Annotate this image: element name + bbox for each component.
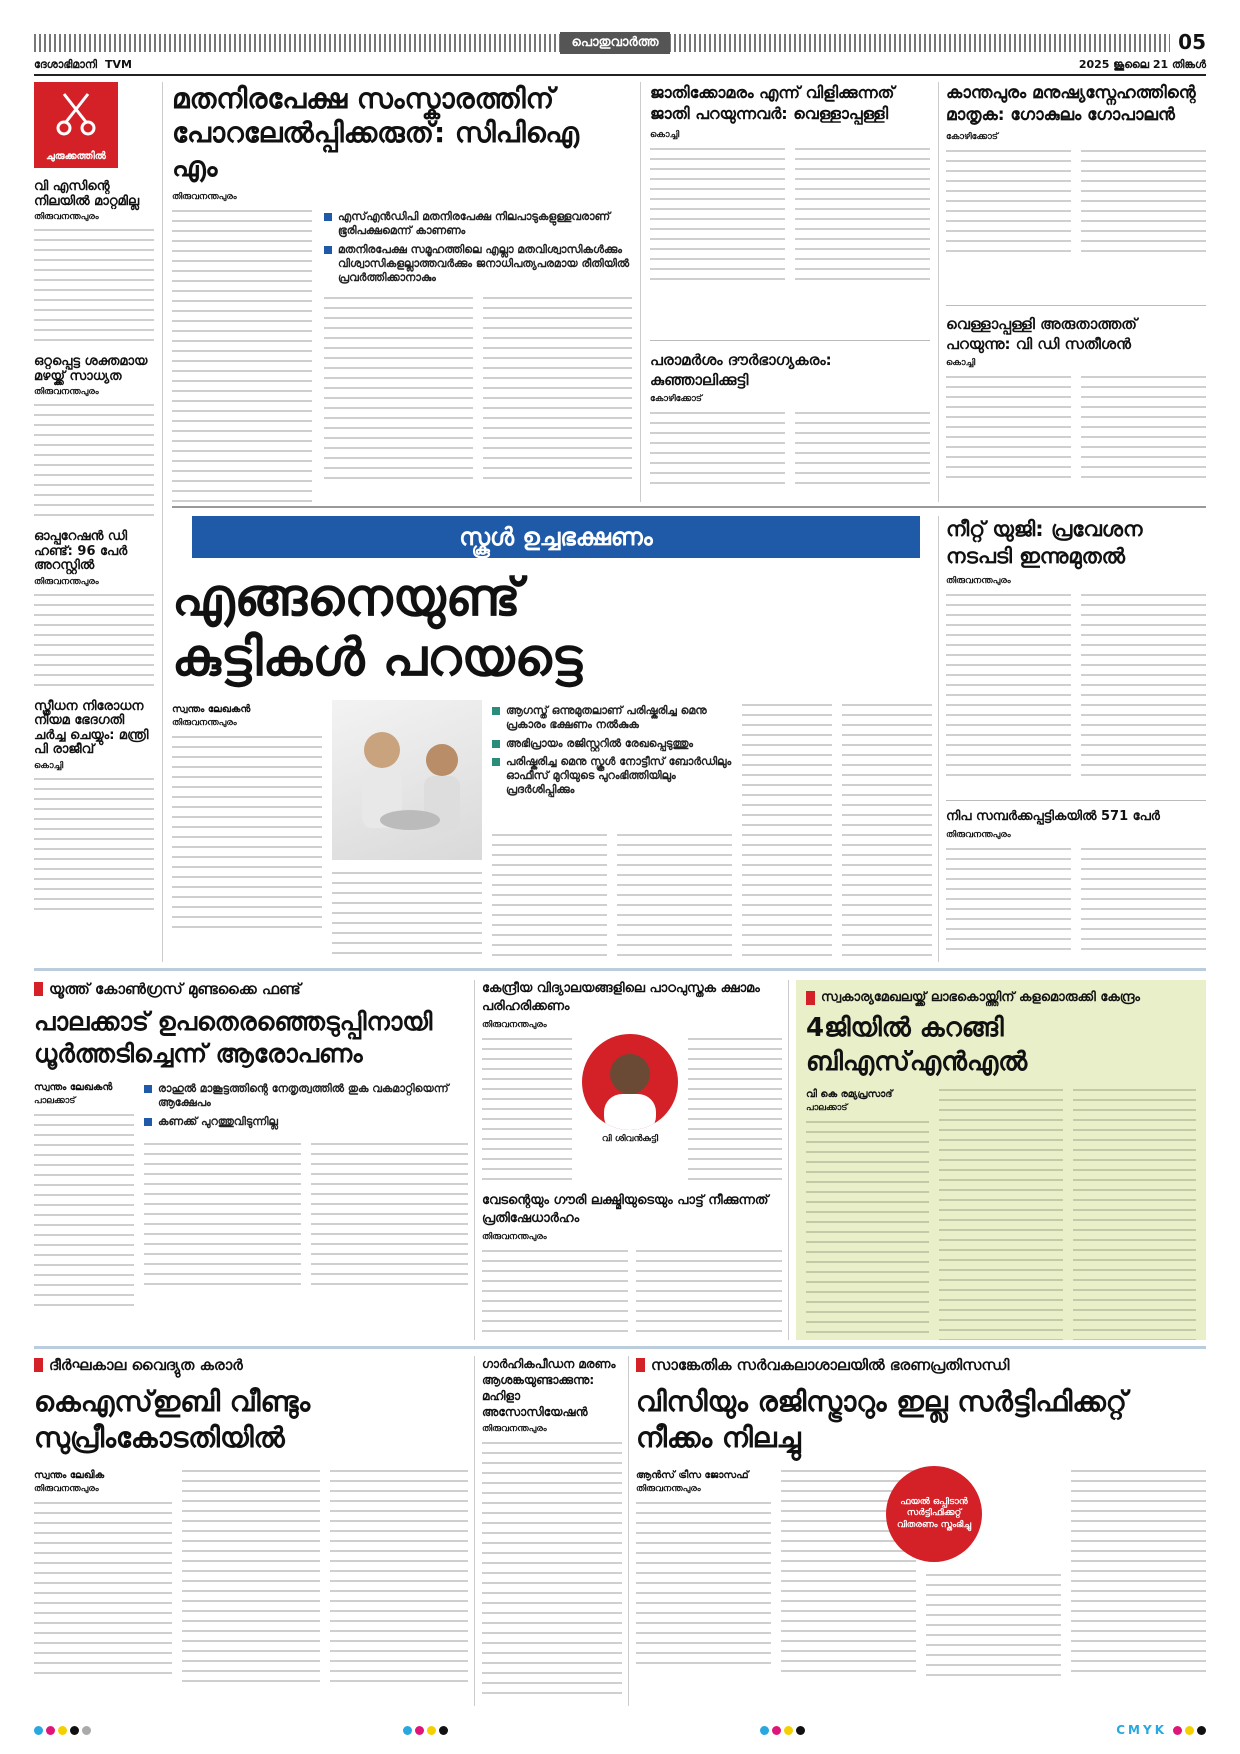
lunch-headline-line1: എങ്ങനെയുണ്ട് — [172, 568, 521, 628]
cpim-body-col2 — [324, 293, 473, 483]
kv-minister-photo — [582, 1034, 678, 1130]
kanthapuram-dateline: കോഴിക്കോട് — [946, 132, 998, 142]
kunhalikutty-body-col1 — [650, 408, 785, 488]
cpim-dateline: തിരുവനന്തപുരം — [172, 192, 237, 202]
palakkad-headline: പാലക്കാട് ഉപതെരഞ്ഞെടുപ്പിനായി ധൂർത്തടിച്ചെന്ന് ആരോപണം — [34, 1007, 433, 1068]
kanthapuram-headline: കാന്തപുരം മനുഷ്യസ്നേഹത്തിന്റെ മാതൃക: ഗോകുലം ഗോപാലൻ — [946, 83, 1196, 125]
kseb-dateline: തിരുവനന്തപുരം — [34, 1484, 99, 1494]
story-kanthapuram — [946, 82, 1206, 302]
bsnl-byline: വി കെ രമ്യപ്രസാദ് — [806, 1089, 893, 1100]
lunch-body-area — [172, 700, 936, 962]
brief-rain-dateline: തിരുവനന്തപുരം — [34, 387, 99, 398]
brief-vs-health-headline: വി എസിന്റെ നിലയിൽ മാറ്റമില്ല — [34, 179, 140, 209]
cpim-body-col3 — [483, 293, 632, 483]
kv-body-col1 — [482, 1034, 572, 1184]
lunch-body-col5 — [742, 700, 832, 960]
satheesan-body-col1 — [946, 372, 1071, 482]
section-label: പൊതുവാർത്ത — [560, 32, 670, 54]
kv-sub-headline: വേടന്റെയും ഗൗരി ലക്ഷ്മിയുടെയും പാട്ട് നീക്കുന്നത് പ്രതിഷേധാർഹം — [482, 1193, 769, 1226]
vellappally-headline: ജാതിക്കോമരം എന്ന് വിളിക്കുന്നത് ജാതി പറയുന്നവർ: വെള്ളാപ്പള്ളി — [650, 83, 895, 123]
lunch-headline-line2: കുട്ടികൾ പറയട്ടെ — [172, 628, 583, 688]
vellappally-body-col1 — [650, 144, 785, 282]
lunch-body-col3 — [492, 830, 607, 960]
kseb-byline: സ്വന്തം ലേഖിക — [34, 1470, 105, 1481]
story-neet — [946, 516, 1206, 796]
palakkad-bullet-1: രാഹുൽ മാങ്കൂട്ടത്തിന്റെ നേതൃത്വത്തിൽ തുക വകമാറ്റിയെന്ന് ആക്ഷേപം — [144, 1082, 468, 1111]
story-domestic-violence — [482, 1356, 622, 1706]
minister-portrait-icon — [582, 1034, 678, 1130]
kunhalikutty-body-col2 — [795, 408, 930, 488]
kseb-kicker: ദീർഘകാല വൈദ്യുത കരാർ — [34, 1356, 468, 1374]
brief-dowry-headline: സ്ത്രീധന നിരോധന നിയമ ഭേദഗതി ചർച്ച ചെയ്യും: മന്ത്രി പി രാജീവ് — [34, 698, 149, 758]
vc-headline: വിസിയും രജിസ്ട്രാറും ഇല്ല സർട്ടിഫിക്കറ്റ് നീക്കം നിലച്ചു — [636, 1385, 1127, 1454]
story-vc-registrar — [636, 1356, 1206, 1706]
page-number: 05 — [1170, 30, 1206, 54]
bsnl-dateline: പാലക്കാട് — [806, 1103, 848, 1113]
vc-body-col3 — [926, 1570, 1061, 1676]
kv-sub-dateline: തിരുവനന്തപുരം — [482, 1232, 547, 1242]
brief-dhunt-headline: ഓപ്പറേഷൻ ഡി ഹണ്ട്: 96 പേർ അറസ്റ്റിൽ — [34, 529, 128, 574]
cpim-divider — [640, 82, 641, 502]
kanthapuram-rule — [946, 305, 1206, 306]
vc-dateline: തിരുവനന്തപുരം — [636, 1484, 701, 1494]
dv-dateline: തിരുവനന്തപുരം — [482, 1424, 547, 1434]
lunch-dateline: തിരുവനന്തപുരം — [172, 718, 237, 728]
bsnl-headline: 4ജിയിൽ കറങ്ങി ബിഎസ്എൻഎൽ — [806, 1013, 1028, 1077]
nipah-headline: നിപ സമ്പർക്കപ്പട്ടികയിൽ 571 പേർ — [946, 809, 1160, 824]
kseb-body-col1 — [34, 1498, 172, 1678]
palakkad-byline: സ്വന്തം ലേഖകൻ — [34, 1082, 113, 1093]
satheesan-body-col2 — [1081, 372, 1206, 482]
cpim-headline: മതനിരപേക്ഷ സംസ്കാരത്തിന് പോറലേൽപ്പിക്കരുത്: സിപിഐ എം — [172, 82, 580, 183]
lunch-body-col6 — [842, 700, 932, 960]
story-nipah — [946, 808, 1206, 962]
vc-body-col4 — [1071, 1466, 1206, 1676]
cpim-bullet-1: എസ്എൻഡിപി മതനിരപേക്ഷ നിലപാടുകളുള്ളവരാണ് ഭൂരിപക്ഷമെന്ന് കാണണം — [324, 210, 632, 239]
left-column-divider — [162, 82, 163, 962]
vellappally-dateline: കൊച്ചി — [650, 130, 680, 140]
kunhalikutty-headline: പരാമർശം ദൗർഭാഗ്യകരം: കുഞ്ഞാലിക്കുട്ടി — [650, 351, 832, 389]
scissors-icon — [56, 92, 96, 136]
palakkad-body-col1 — [34, 1110, 134, 1310]
color-dots-center-right — [760, 1726, 805, 1735]
dv-divider — [628, 1356, 629, 1706]
lunch-bullet-2: അഭിപ്രായം രജിസ്റ്ററിൽ രേഖപ്പെടുത്തും — [492, 737, 732, 751]
mid-section-rule — [34, 968, 1206, 971]
story-palakkad — [34, 980, 468, 1340]
top-section-rule — [172, 506, 1206, 508]
satheesan-dateline: കൊച്ചി — [946, 358, 976, 368]
kv-photo-caption: വി ശിവൻകുട്ടി — [601, 1134, 659, 1144]
vellappally-rule — [650, 340, 930, 341]
dv-body-col1 — [482, 1438, 622, 1698]
story-satheesan — [946, 314, 1206, 502]
story-kseb — [34, 1356, 468, 1706]
palakkad-body-col3 — [311, 1139, 468, 1289]
kseb-headline: കെഎസ്ഇബി വീണ്ടും സുപ്രീംകോടതിയിൽ — [34, 1385, 311, 1454]
brief-dowry-dateline: കൊച്ചി — [34, 761, 64, 772]
story-cpim — [172, 82, 632, 502]
lunch-bullet-3: പരിഷ്കരിച്ച മെനു സ്കൂൾ നോട്ടീസ് ബോർഡിലും ഓഫീസ് മുറിയുടെ പുറംഭിത്തിയിലും പ്രദർശിപ്പിക്കും — [492, 755, 732, 798]
kunhalikutty-dateline: കോഴിക്കോട് — [650, 394, 702, 404]
story-kendriya-vidyalaya — [482, 980, 782, 1340]
edition-code: TVM — [105, 58, 132, 71]
nipah-dateline: തിരുവനന്തപുരം — [946, 830, 1011, 840]
palakkad-divider — [474, 980, 475, 1340]
neet-body-col2 — [1081, 590, 1206, 780]
brief-dowry-body — [34, 774, 154, 914]
kv-dateline: തിരുവനന്തപുരം — [482, 1020, 547, 1030]
neet-dateline: തിരുവനന്തപുരം — [946, 576, 1011, 586]
brief-vs-health-body — [34, 225, 154, 345]
cpim-body-col1 — [172, 206, 312, 502]
kseb-body-col3 — [330, 1466, 468, 1686]
column-label: ചുരുക്കത്തിൽ — [46, 151, 106, 162]
palakkad-body-col2 — [144, 1139, 301, 1289]
color-dots-right — [1173, 1726, 1206, 1735]
kv-divider — [788, 980, 789, 1340]
story-vellappally — [650, 82, 930, 282]
children-eating-illustration — [332, 700, 482, 860]
cpim-bullet-2: മതനിരപേക്ഷ സമൂഹത്തിലെ എല്ലാ മതവിശ്വാസികൾക്കും വിശ്വാസികളല്ലാത്തവർക്കും ജനാധിപത്യപരമായ രീതിയിൽ പ്രവർത്തിക്കാനാകും — [324, 243, 632, 286]
bottom-section-rule — [34, 1346, 1206, 1349]
lunch-body-col4 — [617, 830, 732, 960]
vc-byline: ആൻസ് ട്രീസ ജോസഫ് — [636, 1470, 749, 1481]
story-kunhalikutty — [650, 350, 930, 502]
kv-body-col2 — [688, 1034, 782, 1184]
masthead-name: ദേശാഭിമാനി — [34, 58, 98, 71]
bsnl-kicker: സ്വകാര്യമേഖലയ്ക്ക് ലാഭകൊയ്ത്തിന് കളമൊരുക്കി കേന്ദ്രം — [806, 990, 1196, 1005]
palakkad-bullet-2: കണക്ക് പുറത്തുവിടുന്നില്ല — [144, 1115, 468, 1129]
vc-body-col1 — [636, 1498, 771, 1668]
neet-body-col1 — [946, 590, 1071, 780]
lunch-bullet-1: ആഗസ്ത് ഒന്നുമുതലാണ് പരിഷ്കരിച്ച മെനു പ്രകാരം ഭക്ഷണം നൽകുക — [492, 704, 732, 733]
vc-badge: ഫയൽ ഒപ്പിടാൻ സർട്ടിഫിക്കറ്റ് വിതരണം സ്തംഭിച്ചു — [886, 1466, 982, 1562]
brief-rain-headline: ഒറ്റപ്പെട്ട ശക്തമായ മഴയ്ക്ക് സാധ്യത — [34, 354, 148, 384]
satheesan-headline: വെള്ളാപ്പള്ളി അരുതാത്തത് പറയുന്നു: വി ഡി സതീശൻ — [946, 315, 1137, 353]
color-dots-left — [34, 1726, 91, 1735]
bsnl-body-col1 — [806, 1117, 929, 1340]
lunch-body-col1 — [172, 732, 322, 932]
cmyk-label: CMYK — [1116, 1723, 1167, 1737]
palakkad-kicker: യൂത്ത് കോൺഗ്രസ് മുണ്ടക്കൈ ഫണ്ട് — [34, 980, 468, 998]
nipah-body-col1 — [946, 844, 1071, 954]
vellappally-body-col2 — [795, 144, 930, 282]
kanthapuram-body-col2 — [1081, 146, 1206, 256]
neet-headline: നീറ്റ് യുജി: പ്രവേശന നടപടി ഇന്നുമുതൽ — [946, 517, 1143, 568]
right-top-divider — [938, 82, 939, 502]
color-dots-center-left — [403, 1726, 448, 1735]
kv-headline: കേന്ദ്രീയ വിദ്യാലയങ്ങളിലെ പാഠപുസ്തക ക്ഷാമം പരിഹരിക്കണം — [482, 981, 760, 1014]
brief-vs-health-dateline: തിരുവനന്തപുരം — [34, 212, 99, 223]
neet-rule — [946, 800, 1206, 801]
kseb-divider — [474, 1356, 475, 1706]
lunch-body-col2 — [332, 868, 482, 960]
palakkad-dateline: പാലക്കാട് — [34, 1096, 76, 1106]
issue-date: 2025 ജൂലൈ 21 തിങ്കൾ — [1078, 58, 1206, 71]
vc-kicker: സാങ്കേതിക സർവകലാശാലയിൽ ഭരണപ്രതിസന്ധി — [636, 1356, 1206, 1374]
kv-sub-body-col2 — [636, 1246, 782, 1340]
brief-dhunt-body — [34, 590, 154, 690]
kv-sub-body-col1 — [482, 1246, 628, 1340]
story-bsnl — [796, 980, 1206, 1340]
neet-divider — [938, 516, 939, 962]
registration-marks — [34, 1722, 1206, 1738]
lunch-photo — [332, 700, 482, 860]
bsnl-body-col3 — [1073, 1085, 1196, 1340]
bsnl-body-col2 — [939, 1085, 1062, 1340]
header-rule — [34, 74, 1206, 76]
nipah-body-col2 — [1081, 844, 1206, 954]
column-briefs — [34, 82, 154, 962]
lunch-byline: സ്വന്തം ലേഖകൻ — [172, 704, 251, 715]
brief-rain-body — [34, 400, 154, 520]
lunch-kicker: സ്കൂൾ ഉച്ചഭക്ഷണം — [192, 516, 920, 558]
kanthapuram-body-col1 — [946, 146, 1071, 256]
dv-headline: ഗാർഹികപീഡന മരണം ആശങ്കയുണ്ടാക്കുന്നു: മഹിളാ അസോസിയേഷൻ — [482, 1357, 616, 1419]
column-logo-box — [34, 82, 118, 168]
kseb-body-col2 — [182, 1466, 320, 1686]
brief-dhunt-dateline: തിരുവനന്തപുരം — [34, 576, 99, 587]
